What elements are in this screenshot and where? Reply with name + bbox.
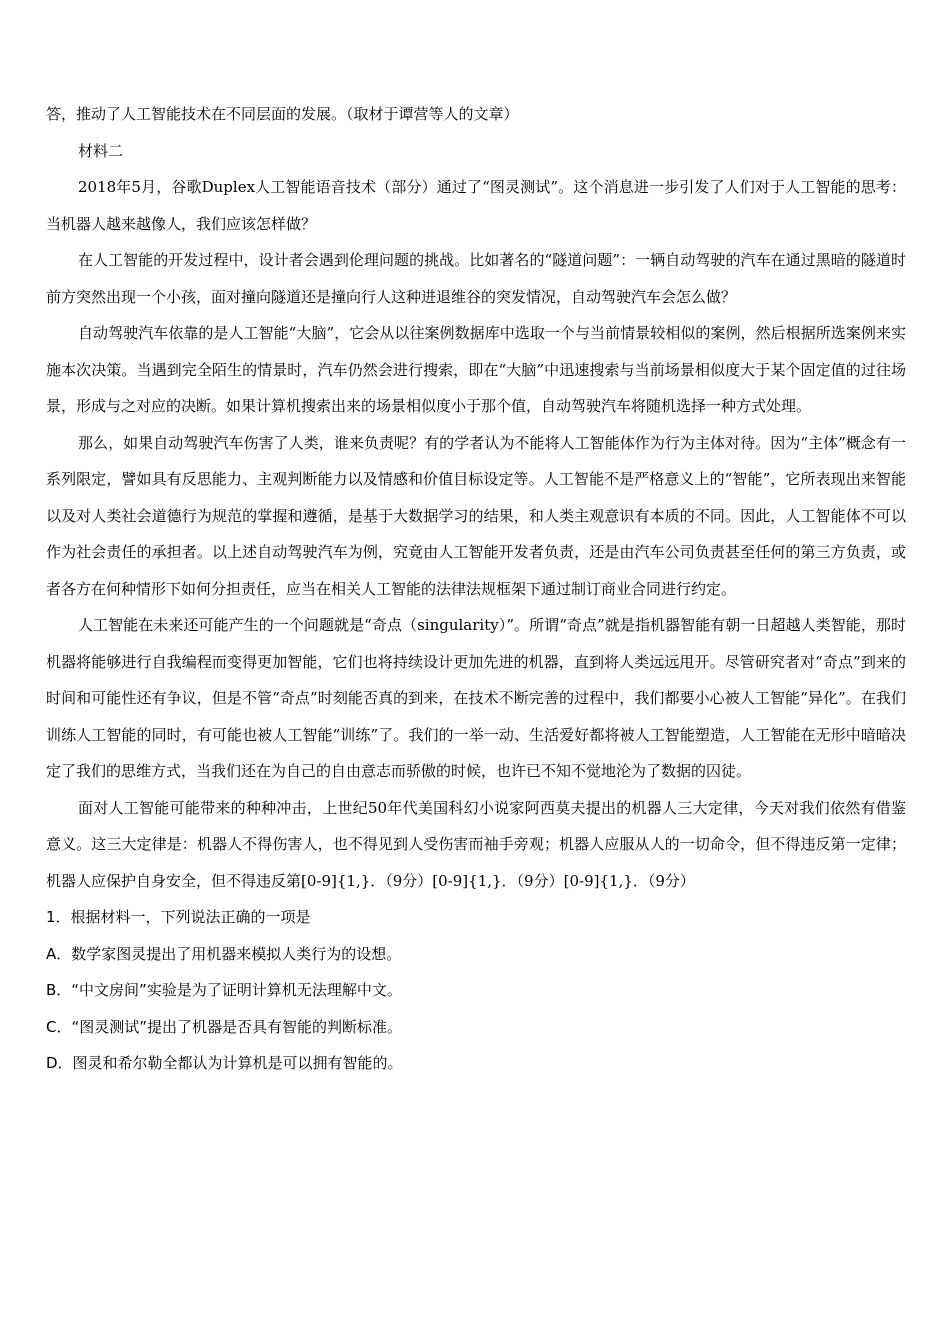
paragraph-singularity: 人工智能在未来还可能产生的一个问题就是“奇点（singularity）”。所谓“奇点”就是指机器智能有朝一日超越人类智能，那时机器将能够进行自我编程而变得更加智能，它们也将持续设计更加先进的机器，直到将人类远远甩开。尽管研究者对“奇点”到来的时间和可能性还有争议，但是不管“奇点”时刻能否真的到来，在技术不断完善的过程中，我们都要小心被人工智能“异化”。在我们训练人工智能的同时，有可能也被人工智能“训练”了。我们的一举一动、生活爱好都将被人工智能塑造，人工智能在无形中暗暗决定了我们的思维方式，当我们还在为自己的自由意志而骄傲的时候，也许已不知不觉地沦为了数据的囚徒。 [46, 616, 906, 780]
question-stem: 1．根据材料一，下列说法正确的一项是 [46, 908, 311, 926]
paragraph-duplex: 2018年5月，谷歌Duplex人工智能语音技术（部分）通过了“图灵测试”。这个消息进一步引发了人们对于人工智能的思考：当机器人越来越像人，我们应该怎样做？ [46, 178, 906, 233]
document-page [46, 96, 906, 1082]
option-b[interactable]: B．“中文房间”实验是为了证明计算机无法理解中文。 [46, 981, 402, 999]
paragraph-intro-end: 答，推动了人工智能技术在不同层面的发展。（取材于谭营等人的文章） [46, 105, 519, 123]
paragraph-tunnel-problem: 在人工智能的开发过程中，设计者会遇到伦理问题的挑战。比如著名的“隧道问题”：一辆自动驾驶的汽车在通过黑暗的隧道时前方突然出现一个小孩，面对撞向隧道还是撞向行人这种进退维谷的突发情况，自动驾驶汽车会怎么做？ [46, 251, 906, 306]
paragraph-three-laws: 面对人工智能可能带来的种种冲击，上世纪50年代美国科幻小说家阿西莫夫提出的机器人三大定律，今天对我们依然有借鉴意义。这三大定律是：机器人不得伤害人，也不得见到人受伤害而袖手旁观；机器人应服从人的一切命令，但不得违反第一定律；机器人应保护自身安全，但不得违反第[0-9]{1,}．（9分）[0-9]{1,}．（9分）[0-9]{1,}．（9分） [46, 798, 906, 890]
option-d[interactable]: D．图灵和希尔勒全都认为计算机是可以拥有智能的。 [46, 1054, 403, 1072]
paragraph-ai-brain: 自动驾驶汽车依靠的是人工智能“大脑”，它会从以往案例数据库中选取一个与当前情景较相似的案例，然后根据所选案例来实施本次决策。当遇到完全陌生的情景时，汽车仍然会进行搜索，即在“大脑”中迅速搜索与当前场景相似度大于某个固定值的过往场景，形成与之对应的决断。如果计算机搜索出来的场景相似度小于那个值，自动驾驶汽车将随机选择一种方式处理。 [46, 324, 906, 415]
option-a[interactable]: A．数学家图灵提出了用机器来模拟人类行为的设想。 [46, 944, 402, 963]
option-c[interactable]: C．“图灵测试”提出了机器是否具有智能的判断标准。 [46, 1017, 403, 1036]
paragraph-responsibility: 那么，如果自动驾驶汽车伤害了人类，谁来负责呢？有的学者认为不能将人工智能体作为行为主体对待。因为“主体”概念有一系列限定，譬如具有反思能力、主观判断能力以及情感和价值目标设定等。人工智能不是严格意义上的“智能”，它所表现出来智能以及对人类社会道德行为规范的掌握和遵循，是基于大数据学习的结果，和人类主观意识有本质的不同。因此，人工智能体不可以作为社会责任的承担者。以上述自动驾驶汽车为例，究竟由人工智能开发者负责，还是由汽车公司负责甚至任何的第三方负责，或者各方在何种情形下如何分担责任，应当在相关人工智能的法律法规框架下通过制订商业合同进行约定。 [46, 433, 906, 598]
question-block [46, 899, 906, 1082]
section-heading-material-two: 材料二 [78, 141, 124, 160]
